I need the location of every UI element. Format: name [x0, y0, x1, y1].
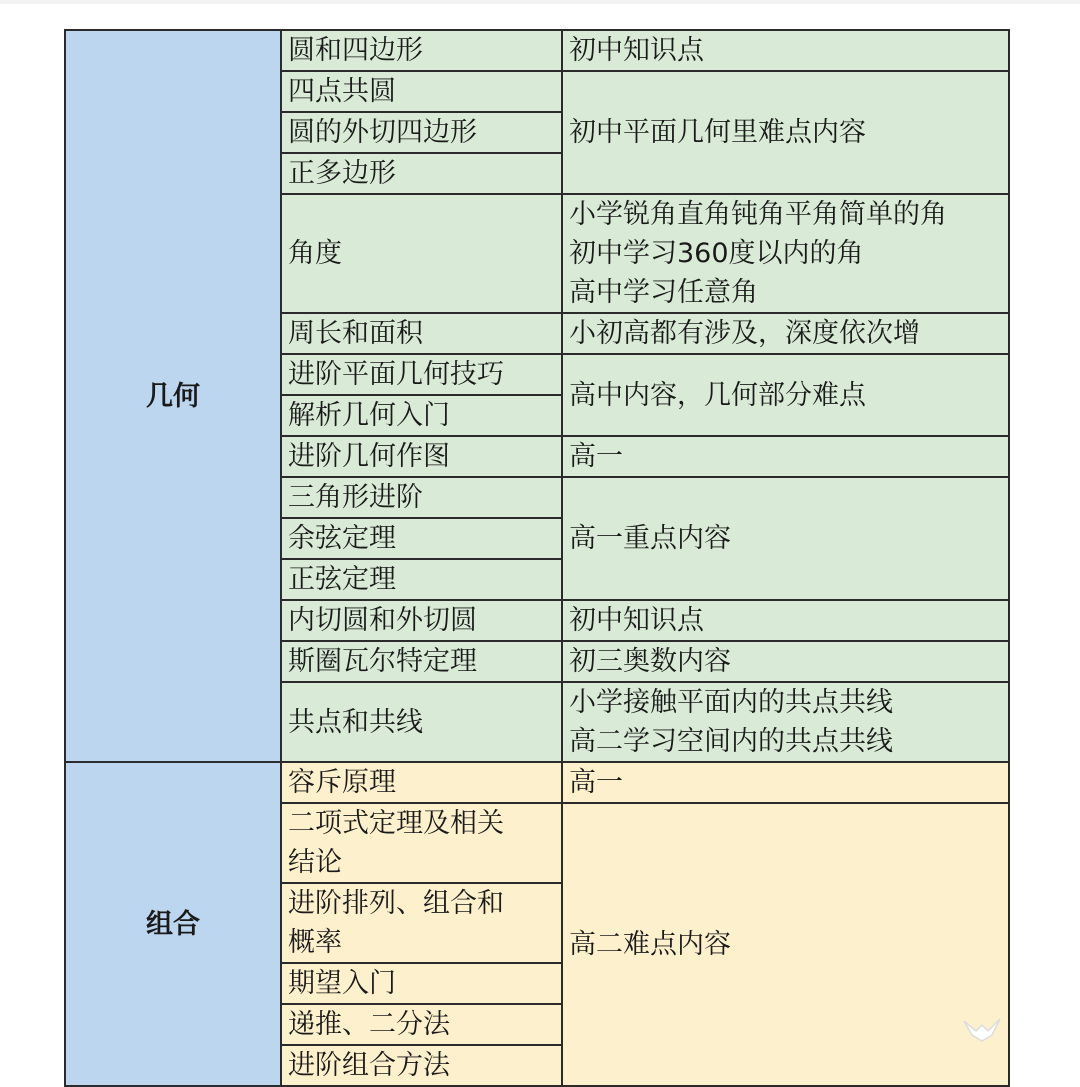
topic-cell: 圆和四边形 — [281, 30, 562, 71]
topic-cell: 进阶平面几何技巧 — [281, 354, 562, 395]
note-line: 高中内容，几何部分难点 — [569, 379, 866, 411]
note-cell — [562, 762, 1009, 803]
note-cell — [562, 682, 1009, 762]
note-line: 高一 — [569, 767, 623, 798]
top-edge-strip — [0, 0, 1080, 4]
topic-cell: 斯圈瓦尔特定理 — [281, 641, 562, 682]
topic-line: 二项式定理及相关 — [288, 808, 504, 839]
topic-cell: 余弦定理 — [281, 518, 562, 559]
note-line: 高二学习空间内的共点共线 — [569, 726, 893, 757]
note-line: 初三奥数内容 — [569, 646, 731, 677]
topic-cell: 正弦定理 — [281, 559, 562, 600]
topic-line: 结论 — [288, 847, 342, 878]
topic-cell — [281, 803, 562, 883]
topic-cell: 角度 — [281, 194, 562, 313]
note-cell — [562, 600, 1009, 641]
note-cell — [562, 436, 1009, 477]
topic-cell: 递推、二分法 — [281, 1004, 562, 1045]
topic-cell: 容斥原理 — [281, 762, 562, 803]
topic-cell — [281, 883, 562, 963]
note-cell — [562, 194, 1009, 313]
note-line: 高中学习任意角 — [569, 277, 758, 308]
note-cell — [562, 30, 1009, 71]
topic-line: 概率 — [288, 927, 342, 958]
topic-cell: 进阶组合方法 — [281, 1045, 562, 1086]
topic-cell: 内切圆和外切圆 — [281, 600, 562, 641]
note-cell — [562, 641, 1009, 682]
topic-cell: 三角形进阶 — [281, 477, 562, 518]
note-cell — [562, 803, 1009, 1086]
note-line: 高一 — [569, 441, 623, 472]
note-line: 高二难点内容 — [569, 929, 731, 960]
bird-logo-icon — [962, 1015, 1002, 1043]
note-cell — [562, 354, 1009, 436]
table-row — [65, 762, 1009, 803]
note-cell — [562, 313, 1009, 354]
topic-cell: 四点共圆 — [281, 71, 562, 112]
note-line: 小学锐角直角钝角平角简单的角 — [569, 199, 947, 230]
category-cell-combinatorics: 组合 — [65, 762, 281, 1086]
note-line: 初中学习360度以内的角 — [569, 238, 864, 269]
topic-cell: 圆的外切四边形 — [281, 112, 562, 153]
note-line: 初中知识点 — [569, 35, 704, 66]
note-line: 小学接触平面内的共点共线 — [569, 687, 893, 718]
table-row — [65, 30, 1009, 71]
note-line: 初中平面几何里难点内容 — [569, 117, 866, 148]
note-cell — [562, 477, 1009, 600]
category-cell-geometry: 几何 — [65, 30, 281, 762]
topic-cell: 共点和共线 — [281, 682, 562, 762]
note-line: 高一重点内容 — [569, 523, 731, 554]
topic-cell: 正多边形 — [281, 153, 562, 194]
topic-cell: 解析几何入门 — [281, 395, 562, 436]
topic-cell: 周长和面积 — [281, 313, 562, 354]
note-line: 初中知识点 — [569, 605, 704, 636]
topic-line: 进阶排列、组合和 — [288, 888, 504, 919]
curriculum-table — [64, 29, 1010, 1087]
topic-cell: 期望入门 — [281, 963, 562, 1004]
topic-cell: 进阶几何作图 — [281, 436, 562, 477]
note-line: 小初高都有涉及，深度依次增 — [569, 318, 920, 349]
note-cell — [562, 71, 1009, 194]
